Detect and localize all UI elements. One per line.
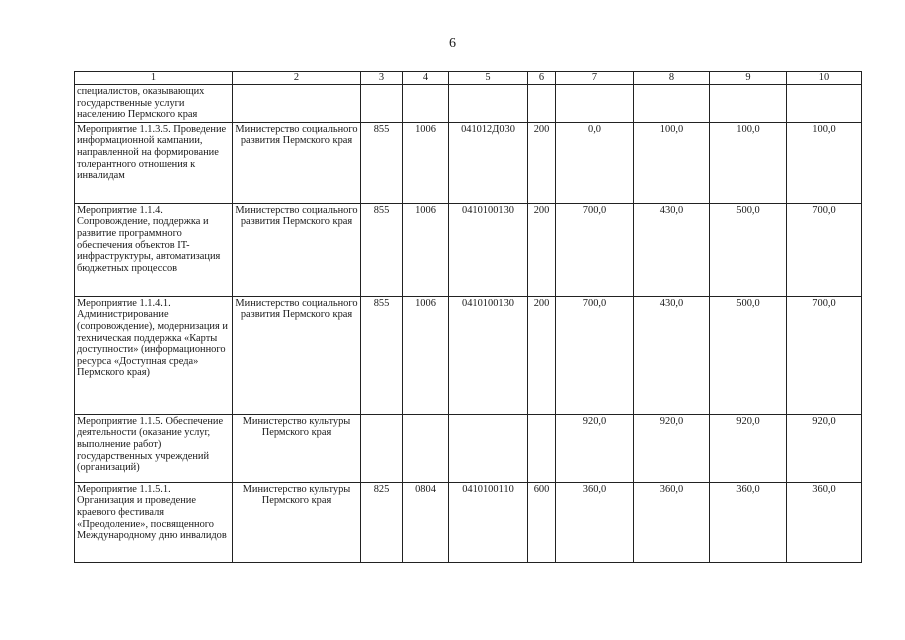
section-code-cell — [403, 414, 449, 482]
page-number: 6 — [449, 36, 456, 51]
amount-cell: 430,0 — [634, 296, 710, 414]
expense-type-cell — [528, 414, 556, 482]
amount-cell: 360,0 — [556, 482, 634, 562]
amount-cell: 700,0 — [787, 296, 862, 414]
column-header: 5 — [449, 72, 528, 85]
admin-code-cell: 825 — [361, 482, 403, 562]
section-code-cell: 0804 — [403, 482, 449, 562]
section-code-cell: 1006 — [403, 203, 449, 296]
table-row — [75, 85, 862, 123]
executor-cell: Министерство культуры Пермского края — [233, 414, 361, 482]
executor-cell: Министерство культуры Пермского края — [233, 482, 361, 562]
expense-type-cell: 200 — [528, 122, 556, 203]
table-row — [75, 122, 862, 203]
column-header: 3 — [361, 72, 403, 85]
executor-cell — [233, 85, 361, 123]
budget-table — [74, 71, 862, 563]
amount-cell: 700,0 — [556, 296, 634, 414]
target-article-cell: 0410100130 — [449, 296, 528, 414]
expense-type-cell: 200 — [528, 203, 556, 296]
target-article-cell — [449, 85, 528, 123]
amount-cell — [556, 85, 634, 123]
column-header: 9 — [710, 72, 787, 85]
event-name-cell: Мероприятие 1.1.4.1. Администрирование (сопровождение), модернизация и техническая поддержка «Карты доступности» (информационного ресурса «Доступная среда» Пермского края) — [75, 296, 233, 414]
admin-code-cell — [361, 414, 403, 482]
executor-cell: Министерство социального развития Пермского края — [233, 203, 361, 296]
table-row — [75, 203, 862, 296]
event-name-cell: Мероприятие 1.1.3.5. Проведение информационной кампании, направленной на формирование толерантного отношения к инвалидам — [75, 122, 233, 203]
section-code-cell: 1006 — [403, 122, 449, 203]
amount-cell: 700,0 — [556, 203, 634, 296]
section-code-cell: 1006 — [403, 296, 449, 414]
admin-code-cell: 855 — [361, 203, 403, 296]
expense-type-cell — [528, 85, 556, 123]
event-name-cell: специалистов, оказывающих государственные услуги населению Пермского края — [75, 85, 233, 123]
section-code-cell — [403, 85, 449, 123]
amount-cell: 920,0 — [634, 414, 710, 482]
column-header: 10 — [787, 72, 862, 85]
target-article-cell: 0410100130 — [449, 203, 528, 296]
table-row — [75, 482, 862, 562]
amount-cell — [710, 85, 787, 123]
amount-cell: 500,0 — [710, 296, 787, 414]
amount-cell: 0,0 — [556, 122, 634, 203]
amount-cell — [787, 85, 862, 123]
executor-cell: Министерство социального развития Пермского края — [233, 296, 361, 414]
event-name-cell: Мероприятие 1.1.4. Сопровождение, поддержка и развитие программного обеспечения объектов IT-инфраструктуры, автоматизация бюджетных процессов — [75, 203, 233, 296]
amount-cell: 500,0 — [710, 203, 787, 296]
target-article-cell: 041012Д030 — [449, 122, 528, 203]
admin-code-cell — [361, 85, 403, 123]
admin-code-cell: 855 — [361, 122, 403, 203]
column-header: 1 — [75, 72, 233, 85]
executor-cell: Министерство социального развития Пермского края — [233, 122, 361, 203]
table-row — [75, 414, 862, 482]
expense-type-cell: 200 — [528, 296, 556, 414]
amount-cell: 920,0 — [787, 414, 862, 482]
amount-cell: 100,0 — [710, 122, 787, 203]
amount-cell: 430,0 — [634, 203, 710, 296]
table-row — [75, 296, 862, 414]
amount-cell — [634, 85, 710, 123]
amount-cell: 360,0 — [787, 482, 862, 562]
amount-cell: 920,0 — [556, 414, 634, 482]
target-article-cell — [449, 414, 528, 482]
column-header: 4 — [403, 72, 449, 85]
event-name-cell: Мероприятие 1.1.5.1. Организация и проведение краевого фестиваля «Преодоление», посвященного Международному дню инвалидов — [75, 482, 233, 562]
amount-cell: 100,0 — [634, 122, 710, 203]
target-article-cell: 0410100110 — [449, 482, 528, 562]
amount-cell: 700,0 — [787, 203, 862, 296]
admin-code-cell: 855 — [361, 296, 403, 414]
amount-cell: 360,0 — [634, 482, 710, 562]
amount-cell: 360,0 — [710, 482, 787, 562]
header-row — [75, 72, 862, 85]
column-header: 8 — [634, 72, 710, 85]
column-header: 2 — [233, 72, 361, 85]
column-header: 7 — [556, 72, 634, 85]
event-name-cell: Мероприятие 1.1.5. Обеспечение деятельности (оказание услуг, выполнение работ) государственных учреждений (организаций) — [75, 414, 233, 482]
amount-cell: 100,0 — [787, 122, 862, 203]
column-header: 6 — [528, 72, 556, 85]
amount-cell: 920,0 — [710, 414, 787, 482]
expense-type-cell: 600 — [528, 482, 556, 562]
